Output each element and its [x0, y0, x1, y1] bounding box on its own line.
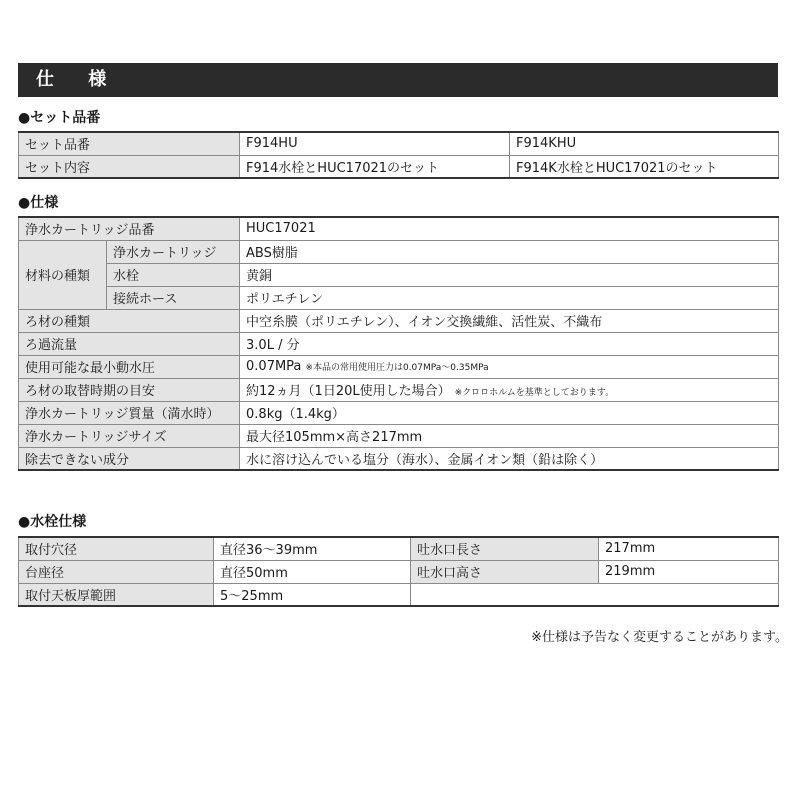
cartridge-number-label: 浄水カートリッジ品番 [19, 217, 240, 240]
spout-length-label: 吐水口長さ [411, 537, 599, 560]
table-row [19, 240, 779, 263]
table-row [19, 401, 779, 424]
counter-thickness-value: 5～25mm [214, 583, 411, 606]
min-pressure-label: 使用可能な最小動水圧 [19, 355, 240, 378]
hole-diameter-label: 取付穴径 [19, 537, 214, 560]
replacement-note: ※クロロホルムを基準としております。 [454, 388, 615, 398]
filter-type-value: 中空糸膜（ポリエチレン）、イオン交換繊維、活性炭、不織布 [240, 309, 779, 332]
spec-table [18, 216, 779, 471]
material-item-label: 浄水カートリッジ [107, 240, 240, 263]
table-row [19, 447, 779, 470]
material-item-value: 黄銅 [240, 263, 779, 286]
material-item-value: ABS樹脂 [240, 240, 779, 263]
set-content-b: F914K水栓とHUC17021のセット [510, 155, 779, 178]
cartridge-number-value: HUC17021 [240, 217, 779, 240]
filter-type-label: ろ材の種類 [19, 309, 240, 332]
size-label: 浄水カートリッジサイズ [19, 424, 240, 447]
weight-value: 0.8kg（1.4kg） [240, 401, 779, 424]
empty-cell [411, 583, 779, 606]
set-section-heading: ●セット品番 [18, 110, 101, 126]
min-pressure-value: 0.07MPa [246, 359, 302, 374]
table-row [19, 537, 779, 560]
table-row [19, 560, 779, 583]
faucet-table [18, 536, 779, 607]
size-value: 最大径105mm×高さ217mm [240, 424, 779, 447]
set-number-b: F914KHU [510, 132, 779, 155]
faucet-section-heading: ●水栓仕様 [18, 514, 87, 530]
flow-rate-value: 3.0L / 分 [240, 332, 779, 355]
min-pressure-note: ※本品の常用使用圧力は0.07MPa～0.35MPa [305, 363, 489, 373]
material-item-value: ポリエチレン [240, 286, 779, 309]
spout-length-value: 217mm [599, 537, 779, 560]
table-row [19, 332, 779, 355]
hole-diameter-value: 直径36～39mm [214, 537, 411, 560]
set-number-label: セット品番 [19, 132, 240, 155]
table-row [19, 263, 779, 286]
table-row [19, 286, 779, 309]
replacement-cell [240, 378, 779, 401]
set-content-a: F914水栓とHUC17021のセット [240, 155, 510, 178]
replacement-value: 約12ヵ月（1日20L使用した場合） [246, 384, 451, 399]
footnote: ※仕様は予告なく変更することがあります。 [531, 630, 788, 645]
table-row [19, 155, 779, 178]
table-row [19, 378, 779, 401]
material-item-label: 水栓 [107, 263, 240, 286]
spout-height-label: 吐水口高さ [411, 560, 599, 583]
table-row [19, 355, 779, 378]
min-pressure-cell [240, 355, 779, 378]
base-diameter-value: 直径50mm [214, 560, 411, 583]
replacement-label: ろ材の取替時期の目安 [19, 378, 240, 401]
base-diameter-label: 台座径 [19, 560, 214, 583]
table-row [19, 424, 779, 447]
table-row [19, 217, 779, 240]
set-number-a: F914HU [240, 132, 510, 155]
weight-label: 浄水カートリッジ質量（満水時） [19, 401, 240, 424]
set-table [18, 131, 779, 179]
material-item-label: 接続ホース [107, 286, 240, 309]
counter-thickness-label: 取付天板厚範囲 [19, 583, 214, 606]
spec-section-heading: ●仕様 [18, 195, 59, 211]
not-removable-label: 除去できない成分 [19, 447, 240, 470]
page-title: 仕 様 [36, 69, 121, 90]
page-title-banner [18, 63, 778, 97]
table-row [19, 132, 779, 155]
flow-rate-label: ろ過流量 [19, 332, 240, 355]
spout-height-value: 219mm [599, 560, 779, 583]
not-removable-value: 水に溶け込んでいる塩分（海水）、金属イオン類（鉛は除く） [240, 447, 779, 470]
set-content-label: セット内容 [19, 155, 240, 178]
table-row [19, 583, 779, 606]
table-row [19, 309, 779, 332]
material-label: 材料の種類 [19, 240, 107, 309]
